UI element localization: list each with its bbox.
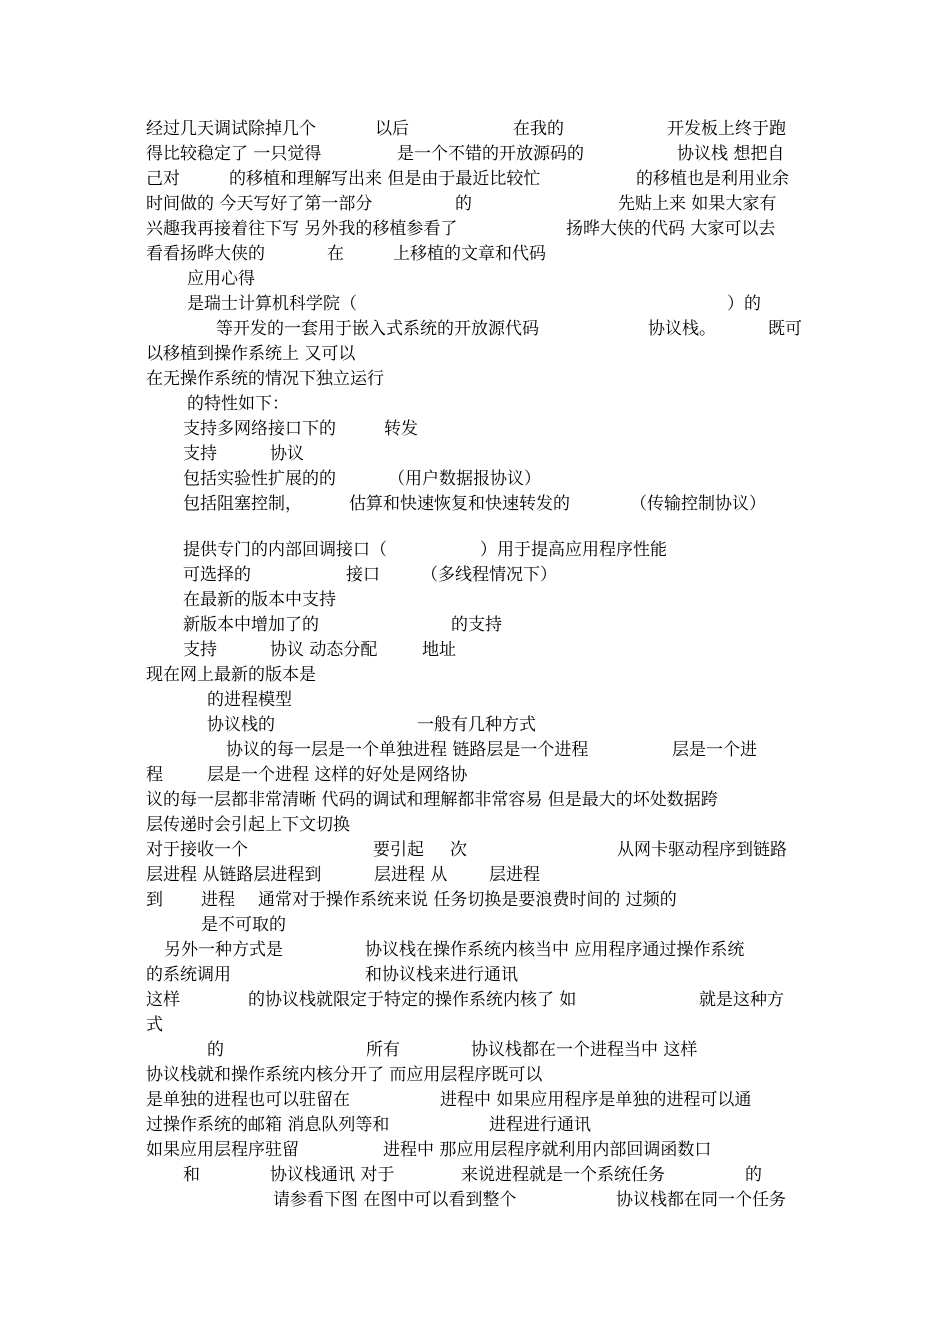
text-segment: 是瑞士计算机科学院（: [187, 294, 357, 314]
text-segment: 和协议栈来进行通讯: [365, 965, 518, 985]
text-segment: 时间做的 今天写好了第一部分: [146, 194, 373, 214]
text-segment: 开发板上终于跑: [667, 119, 786, 139]
text-segment: 转发: [384, 419, 418, 439]
text-segment: 进程进行通讯: [489, 1115, 591, 1135]
text-segment: 在最新的版本中支持: [183, 590, 336, 610]
text-segment: 层进程: [489, 865, 540, 885]
text-segment: 的: [745, 1165, 762, 1185]
text-segment: 是一个不错的开放源码的: [397, 144, 584, 164]
text-segment: 协议栈通讯 对于: [270, 1165, 395, 1185]
text-segment: 一般有几种方式: [417, 715, 536, 735]
text-segment: 层传递时会引起上下文切换: [146, 815, 350, 835]
text-segment: ）用于提高应用程序性能: [480, 540, 667, 560]
text-segment: 看看扬晔大侠的: [146, 244, 265, 264]
text-segment: 地址: [422, 640, 456, 660]
text-segment: 支持: [183, 444, 217, 464]
text-segment: 提供专门的内部回调接口（: [183, 540, 387, 560]
text-segment: 来说进程就是一个系统任务: [461, 1165, 665, 1185]
text-segment: 协议栈就和操作系统内核分开了 而应用层程序既可以: [146, 1065, 543, 1085]
text-segment: 次: [450, 840, 467, 860]
text-segment: 应用心得: [187, 269, 255, 289]
text-segment: 的: [207, 1040, 224, 1060]
text-segment: 接口: [346, 565, 380, 585]
text-segment: ）的: [727, 294, 761, 314]
text-segment: 和: [183, 1165, 200, 1185]
text-segment: 以后: [375, 119, 409, 139]
text-segment: 的移植和理解写出来 但是由于最近比较忙: [229, 169, 541, 189]
text-segment: 层进程 从链路层进程到: [146, 865, 322, 885]
text-segment: 以移植到操作系统上 又可以: [146, 344, 356, 364]
text-segment: 要引起: [373, 840, 424, 860]
text-segment: 进程中 如果应用程序是单独的进程可以通: [440, 1090, 752, 1110]
text-segment: 这样: [146, 990, 180, 1010]
text-segment: 层进程 从: [374, 865, 448, 885]
text-segment: 经过几天调试除掉几个: [146, 119, 316, 139]
text-segment: 包括阻塞控制，: [183, 494, 302, 514]
text-segment: （传输控制协议）: [630, 494, 766, 514]
text-segment: 另外一种方式是: [164, 940, 283, 960]
text-segment: 程: [146, 765, 163, 785]
text-segment: 的特性如下：: [187, 394, 289, 414]
text-segment: 协议: [270, 444, 304, 464]
text-segment: 己对: [146, 169, 180, 189]
text-segment: 等开发的一套用于嵌入式系统的开放源代码: [216, 319, 539, 339]
text-segment: 既可: [768, 319, 802, 339]
text-segment: 兴趣我再接着往下写 另外我的移植参看了: [146, 219, 458, 239]
text-segment: 在我的: [513, 119, 564, 139]
text-segment: 层是一个进程 这样的好处是网络协: [207, 765, 468, 785]
text-segment: 通常对于操作系统来说 任务切换是要浪费时间的 过频的: [258, 890, 677, 910]
text-segment: 支持多网络接口下的: [183, 419, 336, 439]
text-segment: 进程中 那应用层程序就利用内部回调函数口: [383, 1140, 712, 1160]
text-segment: 对于接收一个: [146, 840, 248, 860]
text-segment: 协议栈都在同一个任务: [616, 1190, 786, 1210]
text-segment: 先贴上来 如果大家有: [618, 194, 777, 214]
text-segment: 议的每一层都非常清晰 代码的调试和理解都非常容易 但是最大的坏处数据跨: [146, 790, 718, 810]
text-segment: 的: [455, 194, 472, 214]
text-segment: （多线程情况下）: [421, 565, 557, 585]
text-segment: 式: [146, 1015, 163, 1035]
text-segment: 的支持: [451, 615, 502, 635]
text-segment: 协议 动态分配: [270, 640, 378, 660]
text-segment: 协议栈。: [648, 319, 716, 339]
text-segment: 过操作系统的邮箱 消息队列等和: [146, 1115, 390, 1135]
text-segment: 协议栈的: [207, 715, 275, 735]
text-segment: 的系统调用: [146, 965, 231, 985]
text-segment: 新版本中增加了的: [183, 615, 319, 635]
text-segment: 在: [327, 244, 344, 264]
text-segment: 上移植的文章和代码: [393, 244, 546, 264]
text-segment: 扬晔大侠的代码 大家可以去: [566, 219, 776, 239]
text-segment: 请参看下图 在图中可以看到整个: [273, 1190, 517, 1210]
text-segment: （用户数据报协议）: [388, 469, 541, 489]
text-segment: 估算和快速恢复和快速转发的: [349, 494, 570, 514]
text-segment: 协议栈都在一个进程当中 这样: [471, 1040, 698, 1060]
text-segment: 支持: [183, 640, 217, 660]
text-segment: 包括实验性扩展的的: [183, 469, 336, 489]
text-segment: 可选择的: [183, 565, 251, 585]
text-segment: 得比较稳定了 一只觉得: [146, 144, 322, 164]
text-segment: 是单独的进程也可以驻留在: [146, 1090, 350, 1110]
text-segment: 从网卡驱动程序到链路: [617, 840, 787, 860]
text-segment: 如果应用层程序驻留: [146, 1140, 299, 1160]
text-segment: 是不可取的: [201, 915, 286, 935]
text-segment: 的协议栈就限定于特定的操作系统内核了 如: [248, 990, 577, 1010]
text-segment: 协议栈在操作系统内核当中 应用程序通过操作系统: [365, 940, 745, 960]
text-segment: 的移植也是利用业余: [636, 169, 789, 189]
text-segment: 协议的每一层是一个单独进程 链路层是一个进程: [226, 740, 589, 760]
text-segment: 就是这种方: [699, 990, 784, 1010]
text-segment: 层是一个进: [672, 740, 757, 760]
text-segment: 在无操作系统的情况下独立运行: [146, 369, 384, 389]
text-segment: 协议栈 想把自: [677, 144, 785, 164]
text-segment: 进程: [201, 890, 235, 910]
text-segment: 现在网上最新的版本是: [146, 665, 316, 685]
text-segment: 到: [146, 890, 163, 910]
text-segment: 的进程模型: [207, 690, 292, 710]
text-segment: 所有: [366, 1040, 400, 1060]
